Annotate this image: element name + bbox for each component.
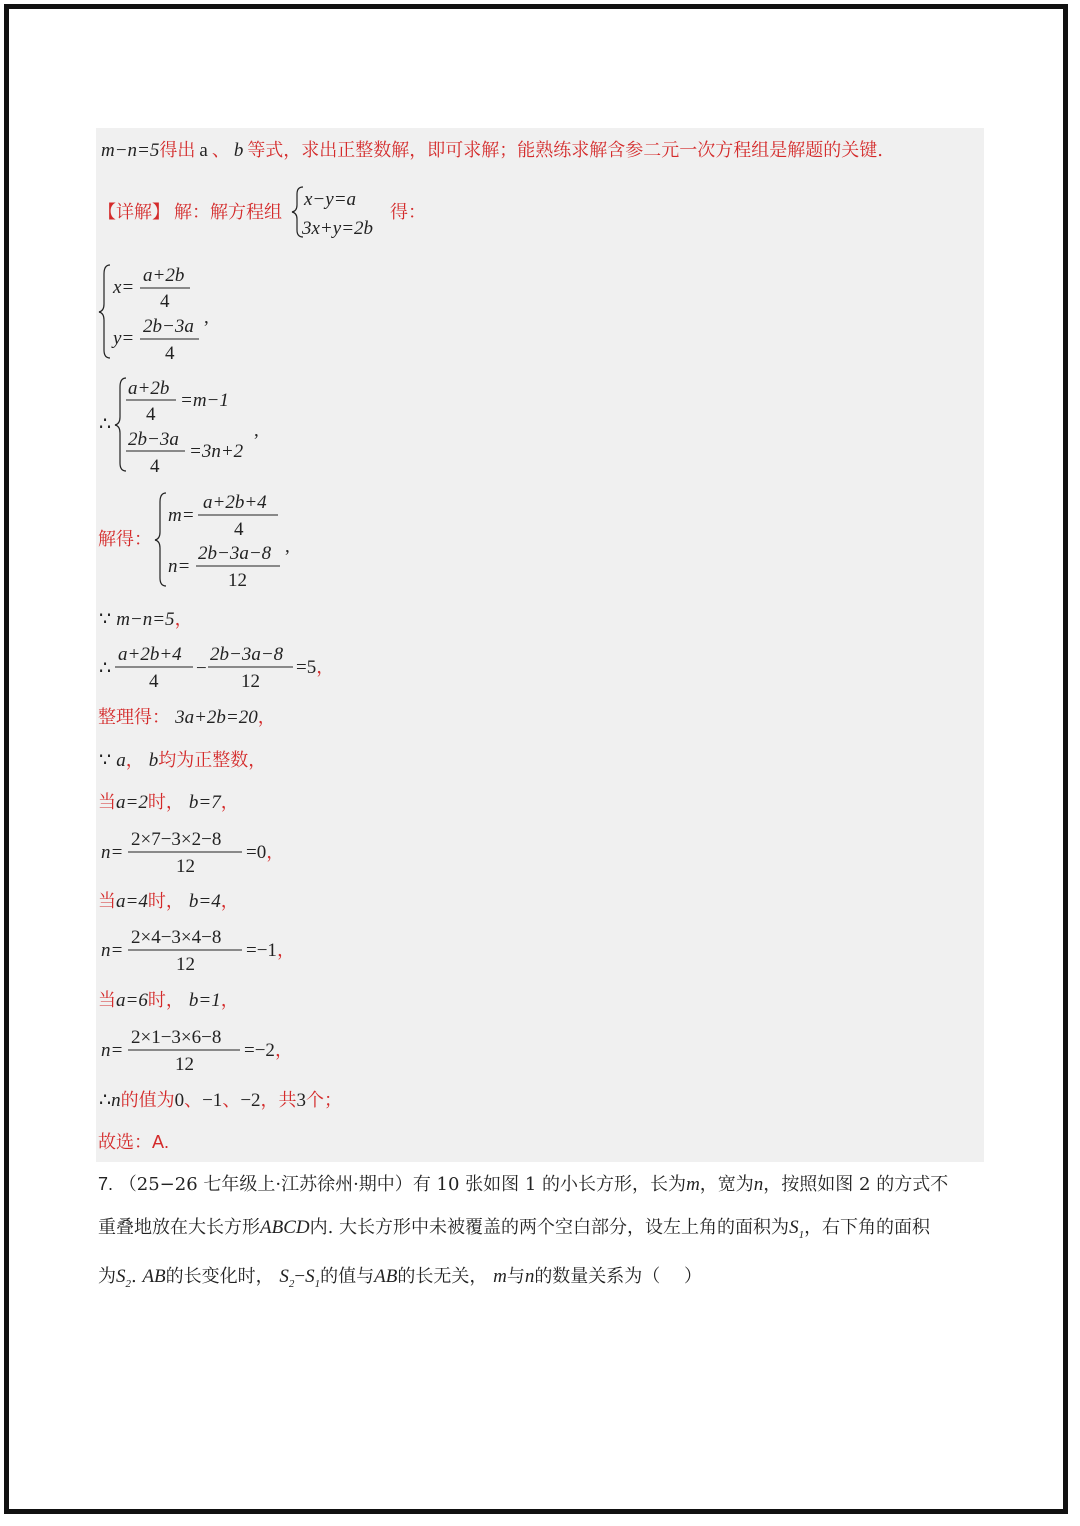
- diff-rhs: =5，: [296, 657, 335, 678]
- intro-text-rest: 等式，求出正整数解，即可求解；能熟练求解含参二元一次方程组是解题的关键.: [247, 140, 884, 161]
- system-eq1: x−y=a: [304, 189, 357, 210]
- case-b: b=4: [188, 891, 221, 912]
- area-s2: $S_2$: [116, 1266, 131, 1290]
- case-shi: 时，: [147, 891, 184, 912]
- question-text: 的值与: [320, 1266, 375, 1287]
- answer-line: [98, 1133, 169, 1152]
- values-text: ，共: [260, 1090, 297, 1111]
- values-text: 个；: [306, 1090, 343, 1111]
- var-m: m: [493, 1266, 507, 1287]
- comma: ,: [254, 420, 259, 441]
- simplify-label: 整理得：: [98, 707, 170, 728]
- case-n-lhs: n=: [101, 940, 124, 961]
- sep: 、: [184, 1090, 203, 1111]
- case-b: b=1: [188, 990, 221, 1011]
- x-lhs: x=: [113, 277, 135, 298]
- detail-tag: 【详解】: [98, 202, 170, 223]
- case-a: a=4: [116, 891, 148, 912]
- rect-abcd: ABCD: [260, 1217, 310, 1238]
- question7-line1: [98, 1175, 948, 1194]
- simplify-line: [98, 708, 276, 727]
- system-eq2: 3x+y=2b: [302, 218, 374, 239]
- because-symbol: ∵: [99, 609, 112, 630]
- comma: ，: [220, 891, 239, 912]
- case-rhs: =−1，: [246, 940, 295, 961]
- y-denominator: 4: [165, 343, 175, 364]
- question-text: 的长变化时，: [165, 1266, 274, 1287]
- question-text: .: [131, 1266, 143, 1287]
- therefore-symbol: ∴: [99, 1090, 112, 1111]
- f2-denominator: 12: [241, 671, 260, 692]
- question-number: 7.: [98, 1174, 114, 1194]
- x-numerator: a+2b: [143, 265, 185, 286]
- question-text: 的数量关系为（ ）: [534, 1266, 703, 1287]
- positive-line: [99, 751, 266, 770]
- because-expr: m−n=5: [116, 609, 175, 630]
- case-rhs: =0，: [246, 842, 285, 863]
- m-denominator: 4: [234, 519, 244, 540]
- x-denominator: 4: [160, 291, 170, 312]
- n-numerator: 2b−3a−8: [198, 543, 272, 564]
- values-count: 3: [296, 1090, 307, 1111]
- case-line: [98, 892, 239, 911]
- answer-choice: A.: [152, 1132, 170, 1152]
- detail-tail: 得：: [390, 202, 426, 223]
- comma: ，: [220, 792, 239, 813]
- case-shi: 时，: [147, 990, 184, 1011]
- area-diff: $S_2-S_1$: [279, 1266, 321, 1290]
- case-denominator: 12: [175, 1054, 194, 1075]
- case-numerator: 2×7−3×2−8: [131, 829, 222, 850]
- question-text: ，宽为: [699, 1174, 754, 1195]
- intro-sep: 、: [211, 140, 230, 161]
- comma: ，: [174, 609, 193, 630]
- because-symbol: ∵: [99, 750, 112, 771]
- y-numerator: 2b−3a: [143, 316, 194, 337]
- intro-text: 得出: [159, 140, 196, 161]
- case-denominator: 12: [176, 856, 195, 877]
- n-lhs: n=: [168, 556, 191, 577]
- question-text: ，按照如图 2 的方式不: [763, 1174, 949, 1195]
- value-minus-1: −1: [202, 1090, 223, 1111]
- brace-solution-xy: [99, 265, 110, 358]
- value-0: 0: [174, 1090, 185, 1111]
- because-line: [99, 610, 193, 629]
- case-a: a=6: [116, 990, 148, 1011]
- question-source: （25−26 七年级上·江苏徐州·期中）: [118, 1174, 413, 1195]
- question-text: 有 10 张如图 1 的小长方形，长为: [412, 1174, 687, 1195]
- m-lhs: m=: [168, 505, 195, 526]
- question-text: 内. 大长方形中未被覆盖的两个空白部分，设左上角的面积为: [309, 1217, 790, 1238]
- question-text: 的长无关，: [397, 1266, 488, 1287]
- question-text: 重叠地放在大长方形: [98, 1217, 260, 1238]
- question7-line3: [98, 1267, 702, 1290]
- f1-denominator: 4: [149, 671, 159, 692]
- minus-sign: −: [196, 658, 207, 679]
- var-b: b: [233, 140, 244, 161]
- comma: ，: [257, 707, 276, 728]
- var-b: b: [148, 750, 159, 771]
- area-s1: $S_1$: [789, 1217, 805, 1241]
- question-text: 与: [506, 1266, 525, 1287]
- case-when: 当: [98, 891, 116, 912]
- therefore-symbol: ∴: [99, 658, 112, 679]
- brace-system-mn: [115, 378, 126, 471]
- comma: ,: [204, 307, 209, 328]
- case-numerator: 2×1−3×6−8: [131, 1027, 222, 1048]
- case-numerator: 2×4−3×4−8: [131, 927, 222, 948]
- m-numerator: a+2b+4: [203, 492, 267, 513]
- segment-ab: AB: [142, 1266, 166, 1287]
- case-b: b=7: [188, 792, 221, 813]
- expr-m-minus-n: m−n=5: [101, 140, 160, 161]
- f2-numerator: 2b−3a−8: [210, 644, 284, 665]
- case-shi: 时，: [147, 792, 184, 813]
- var-a: a: [199, 140, 208, 161]
- values-text: 的值为: [120, 1090, 175, 1111]
- question7-line2: [98, 1218, 930, 1241]
- n-denominator: 12: [228, 570, 247, 591]
- r1-rhs: =m−1: [180, 390, 229, 411]
- therefore-symbol: ∴: [99, 414, 112, 435]
- sep: ，: [125, 750, 144, 771]
- var-m: m: [686, 1174, 700, 1195]
- positive-text: 均为正整数，: [158, 750, 267, 771]
- values-line: [99, 1091, 342, 1110]
- case-when: 当: [98, 990, 116, 1011]
- y-lhs: y=: [113, 328, 135, 349]
- case-denominator: 12: [176, 954, 195, 975]
- comma: ，: [220, 990, 239, 1011]
- segment-ab: AB: [374, 1266, 398, 1287]
- case-when: 当: [98, 792, 116, 813]
- r2-rhs: =3n+2: [189, 441, 244, 462]
- solved-label: 解得：: [98, 529, 152, 550]
- case-rhs: =−2，: [244, 1040, 293, 1061]
- r1-numerator: a+2b: [128, 378, 170, 399]
- value-minus-2: −2: [240, 1090, 261, 1111]
- case-n-lhs: n=: [101, 1040, 124, 1061]
- intro-line: [101, 141, 883, 160]
- var-n: n: [111, 1090, 121, 1111]
- sep: 、: [222, 1090, 241, 1111]
- r2-numerator: 2b−3a: [128, 429, 179, 450]
- case-line: [98, 793, 239, 812]
- brace-solved-mn: [155, 493, 166, 586]
- r1-denominator: 4: [146, 404, 156, 425]
- r2-denominator: 4: [150, 456, 160, 477]
- case-line: [98, 991, 239, 1010]
- answer-label: 故选：: [98, 1132, 152, 1153]
- question-text: 为: [98, 1266, 116, 1287]
- var-n: n: [524, 1266, 535, 1287]
- f1-numerator: a+2b+4: [118, 644, 182, 665]
- question-text: ，右下角的面积: [804, 1217, 931, 1238]
- case-n-lhs: n=: [101, 842, 124, 863]
- simplify-expr: 3a+2b=20: [175, 707, 258, 728]
- case-a: a=2: [116, 792, 148, 813]
- detail-lead: 解：解方程组: [174, 202, 282, 223]
- var-n: n: [753, 1174, 764, 1195]
- comma: ,: [285, 536, 290, 557]
- var-a: a: [116, 750, 126, 771]
